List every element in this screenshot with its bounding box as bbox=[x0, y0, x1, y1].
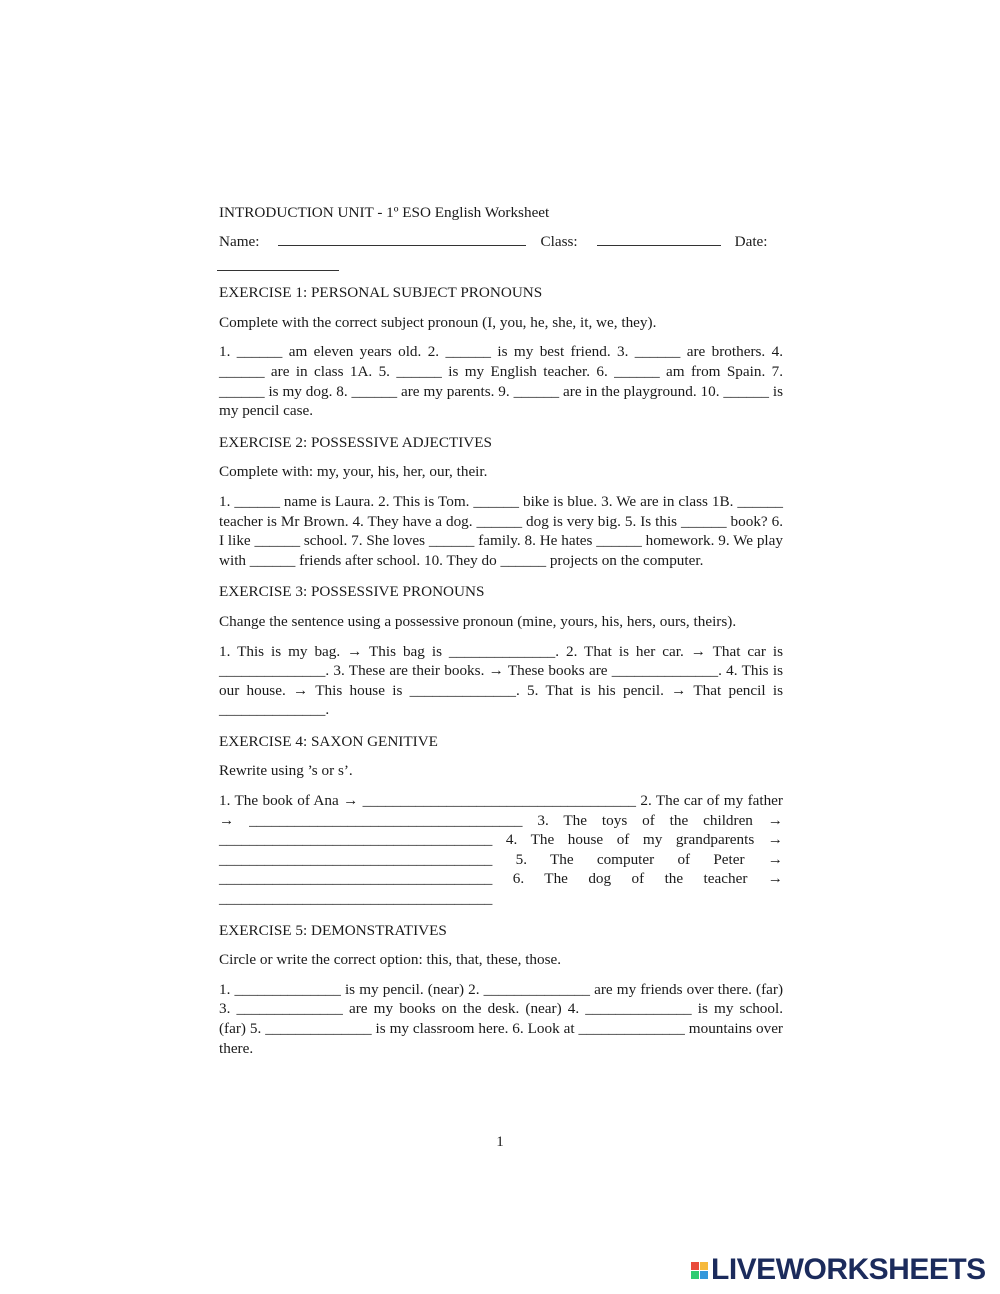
exercise-5 bbox=[219, 921, 783, 1059]
logo-icon bbox=[691, 1262, 708, 1279]
exercise-instruction: Complete with: my, your, his, her, our, their. bbox=[219, 463, 488, 481]
liveworksheets-logo[interactable] bbox=[691, 1255, 986, 1285]
exercise-body[interactable]: 1. This is my bag. → This bag is ______________. 2. That is her car. → That car is ______________. 3. These are their books. → These books are ______________. 4. This is our house. → This house is ______________. 5. That is his pencil. → That pencil is ______________. bbox=[219, 642, 783, 719]
logo-square-blue bbox=[700, 1271, 708, 1279]
exercise-heading: EXERCISE 3: POSSESSIVE PRONOUNS bbox=[219, 583, 485, 601]
exercise-3 bbox=[219, 582, 783, 720]
name-field[interactable] bbox=[278, 233, 526, 246]
name-label: Name: bbox=[219, 232, 260, 250]
exercise-body[interactable]: 1. ______________ is my pencil. (near) 2. ______________ are my friends over there. (far) 3. ______________ are my books on the desk. (near) 4. ______________ is my school. (far) 5. ______________ is my classroom here. 6. Look at ______________ mountains over there. bbox=[219, 980, 783, 1057]
exercise-instruction: Circle or write the correct option: this, that, these, those. bbox=[219, 951, 562, 969]
class-field[interactable] bbox=[597, 233, 721, 246]
date-field[interactable] bbox=[217, 258, 339, 271]
exercise-heading: EXERCISE 4: SAXON GENITIVE bbox=[219, 732, 438, 750]
exercise-instruction: Change the sentence using a possessive pronoun (mine, yours, his, hers, ours, theirs). bbox=[219, 612, 737, 630]
exercise-body[interactable]: 1. ______ name is Laura. 2. This is Tom. ______ bike is blue. 3. We are in class 1B. ______ teacher is Mr Brown. 4. They have a dog. ______ dog is very big. 5. Is this ______ book? 6. I like ______ school. 7. She loves ______ family. 8. He hates ______ homework. 9. We play with ______ friends after school. 10. They do ______ projects on the computer. bbox=[219, 492, 783, 569]
page-number: 1 bbox=[496, 1134, 504, 1150]
student-info-row bbox=[219, 232, 783, 252]
exercise-1 bbox=[219, 283, 783, 421]
class-label: Class: bbox=[540, 232, 578, 250]
logo-square-red bbox=[691, 1262, 699, 1270]
logo-square-green bbox=[691, 1271, 699, 1279]
logo-square-yellow bbox=[700, 1262, 708, 1270]
exercise-body[interactable]: 1. The book of Ana → ____________________________________ 2. The car of my father → ____________________________________ 3. The toys of the children → ____________________________________ 4. The house of my grandparents → ____________________________________ 5. The computer of Peter → ____________________________________ 6. The dog of the teacher → ____________________________________ bbox=[219, 792, 783, 908]
worksheet-page bbox=[219, 203, 783, 1058]
exercise-heading: EXERCISE 2: POSSESSIVE ADJECTIVES bbox=[219, 433, 492, 451]
date-label: Date: bbox=[734, 232, 768, 250]
logo-text: LIVEWORKSHEETS bbox=[711, 1253, 986, 1286]
exercise-heading: EXERCISE 1: PERSONAL SUBJECT PRONOUNS bbox=[219, 284, 543, 302]
exercise-2 bbox=[219, 433, 783, 571]
exercise-instruction: Rewrite using ’s or s’. bbox=[219, 762, 353, 780]
exercise-instruction: Complete with the correct subject pronoun (I, you, he, she, it, we, they). bbox=[219, 313, 657, 331]
exercise-4 bbox=[219, 732, 783, 909]
worksheet-title: INTRODUCTION UNIT - 1º ESO English Worksheet bbox=[219, 204, 550, 221]
exercise-heading: EXERCISE 5: DEMONSTRATIVES bbox=[219, 921, 447, 939]
exercise-body[interactable]: 1. ______ am eleven years old. 2. ______ is my best friend. 3. ______ are brothers. 4. ______ are in class 1A. 5. ______ is my English teacher. 6. ______ am from Spain. 7. ______ is my dog. 8. ______ are my parents. 9. ______ are in the playground. 10. ______ is my pencil case. bbox=[219, 343, 783, 420]
